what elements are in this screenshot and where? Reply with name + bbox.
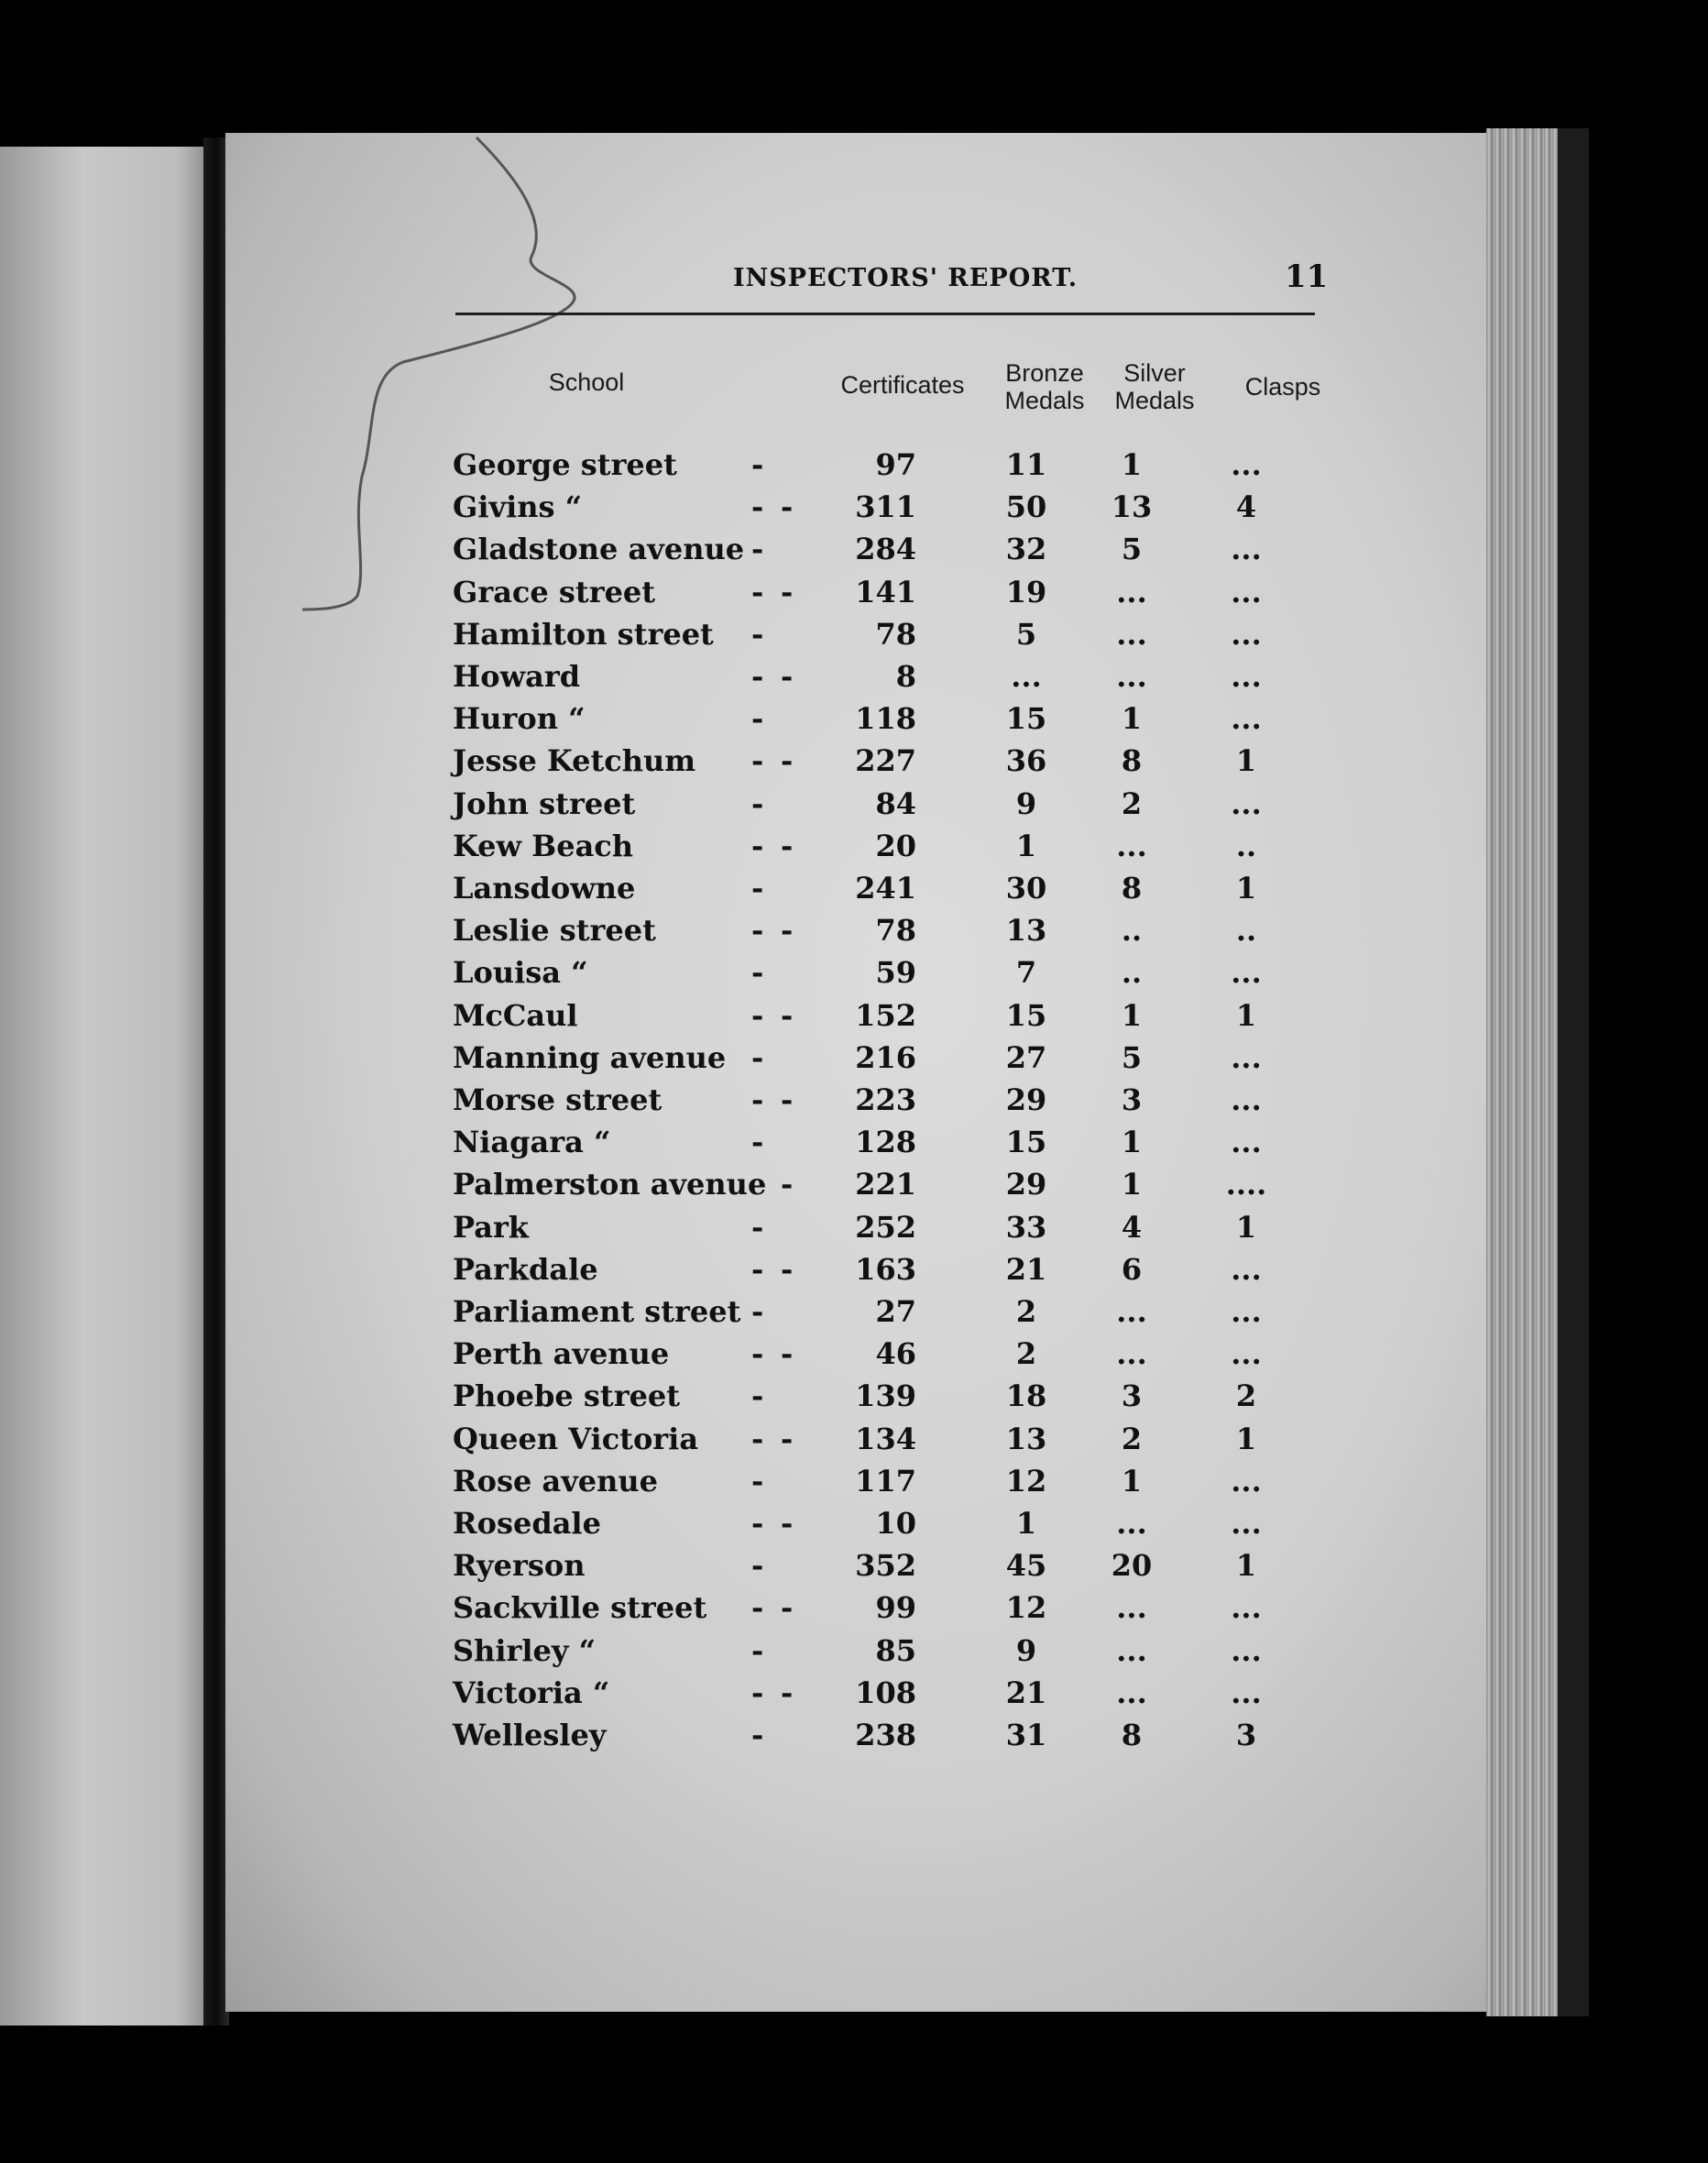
school-name: Park <box>453 1209 529 1245</box>
school-name: John street <box>453 785 636 821</box>
leader-dash: - <box>751 1378 764 1414</box>
table-row <box>449 1675 1329 1718</box>
certificates-count: 284 <box>855 532 916 567</box>
certificates-count: 128 <box>855 1125 916 1160</box>
column-header-school: School <box>548 368 625 396</box>
clasps-count: 1 <box>1235 1548 1257 1584</box>
certificates-count: 59 <box>875 955 916 991</box>
bronze-medals-count: 21 <box>1005 1251 1047 1287</box>
table-row <box>449 1336 1329 1378</box>
table-row <box>449 701 1329 743</box>
leader-dash: - <box>751 955 764 991</box>
silver-medals-count: ... <box>1116 574 1147 609</box>
certificates-count: 139 <box>855 1378 916 1414</box>
school-name: Ryerson <box>453 1548 586 1584</box>
table-row <box>449 743 1329 785</box>
bronze-medals-count: 9 <box>1015 785 1037 821</box>
bronze-medals-count: 5 <box>1015 616 1037 652</box>
leader-dash: - <box>751 1632 764 1668</box>
school-name: Jesse Ketchum <box>453 743 696 779</box>
clasps-count: ... <box>1231 574 1262 609</box>
leader-dash: - <box>751 616 764 652</box>
certificates-count: 352 <box>855 1548 916 1584</box>
certificates-count: 241 <box>855 871 916 906</box>
certificates-count: 78 <box>875 616 916 652</box>
table-row <box>449 1125 1329 1167</box>
clasps-count: ... <box>1231 955 1262 991</box>
bronze-medals-count: 50 <box>1005 489 1047 525</box>
leader-dash: - <box>751 828 764 863</box>
column-header-silver-line1: Silver <box>1123 359 1186 387</box>
school-name: Howard <box>453 659 581 694</box>
silver-medals-count: 4 <box>1121 1209 1143 1245</box>
silver-medals-count: ... <box>1116 1590 1147 1626</box>
leader-dash: - <box>781 913 794 949</box>
leader-dash: - <box>751 871 764 906</box>
clasps-count: ... <box>1231 1506 1262 1541</box>
silver-medals-count: 1 <box>1121 447 1143 482</box>
bronze-medals-count: 1 <box>1015 828 1037 863</box>
silver-medals-count: 8 <box>1121 871 1143 906</box>
school-name: Niagara “ <box>453 1125 611 1160</box>
certificates-count: 27 <box>875 1294 916 1329</box>
header-rule <box>455 313 1315 315</box>
table-row <box>449 1294 1329 1336</box>
bronze-medals-count: 15 <box>1005 997 1047 1033</box>
leader-dash: - <box>751 1082 764 1117</box>
certificates-count: 20 <box>875 828 916 863</box>
bronze-medals-count: 7 <box>1015 955 1037 991</box>
silver-medals-count: 8 <box>1121 743 1143 779</box>
bronze-medals-count: 45 <box>1005 1548 1047 1584</box>
clasps-count: .... <box>1225 1167 1267 1202</box>
clasps-count: 1 <box>1235 1209 1257 1245</box>
silver-medals-count: 2 <box>1121 1421 1143 1456</box>
clasps-count: 4 <box>1235 489 1257 525</box>
bronze-medals-count: 21 <box>1005 1674 1047 1710</box>
bronze-medals-count: 29 <box>1005 1082 1047 1117</box>
leader-dash: - <box>751 489 764 525</box>
school-name: Louisa “ <box>453 955 588 991</box>
certificates-count: 99 <box>875 1590 916 1626</box>
school-name: Wellesley <box>453 1718 607 1752</box>
silver-medals-count: ... <box>1116 1674 1147 1710</box>
certificates-count: 85 <box>875 1632 916 1668</box>
bronze-medals-count: 15 <box>1005 701 1047 737</box>
silver-medals-count: 1 <box>1121 1463 1143 1499</box>
table-row <box>449 1633 1329 1675</box>
bronze-medals-count: 19 <box>1005 574 1047 609</box>
silver-medals-count: ... <box>1116 616 1147 652</box>
silver-medals-count: 3 <box>1121 1082 1143 1117</box>
certificates-count: 10 <box>875 1506 916 1541</box>
bronze-medals-count: ... <box>1011 659 1042 694</box>
bronze-medals-count: 2 <box>1015 1336 1037 1372</box>
bronze-medals-count: 27 <box>1005 1039 1047 1075</box>
table-row <box>449 1590 1329 1632</box>
bronze-medals-count: 31 <box>1005 1718 1047 1752</box>
school-name: Hamilton street <box>453 616 714 652</box>
table-row <box>449 871 1329 913</box>
leader-dash: - <box>751 447 764 482</box>
column-header-silver-medals <box>1100 359 1210 414</box>
school-name: McCaul <box>453 997 578 1033</box>
leader-dash: - <box>751 1548 764 1584</box>
bronze-medals-count: 12 <box>1005 1463 1047 1499</box>
leader-dash: - <box>751 1125 764 1160</box>
bronze-medals-count: 15 <box>1005 1125 1047 1160</box>
school-name: Parliament street <box>453 1294 741 1329</box>
leader-dash: - <box>781 659 794 694</box>
leader-dash: - <box>781 1590 794 1626</box>
clasps-count: .. <box>1235 913 1257 949</box>
leader-dash: - <box>751 913 764 949</box>
table-row <box>449 1506 1329 1548</box>
table-row <box>449 786 1329 829</box>
leader-dash: - <box>781 1421 794 1456</box>
certificates-count: 78 <box>875 913 916 949</box>
school-name: Phoebe street <box>453 1378 681 1414</box>
leader-dash: - <box>751 1294 764 1329</box>
column-header-bronze-line1: Bronze <box>1005 359 1084 387</box>
certificates-count: 227 <box>855 743 916 779</box>
school-name: Rosedale <box>453 1506 601 1541</box>
leader-dash: - <box>751 1336 764 1372</box>
bronze-medals-count: 12 <box>1005 1590 1047 1626</box>
school-name: Perth avenue <box>453 1336 670 1372</box>
school-name: Manning avenue <box>453 1039 727 1075</box>
clasps-count: ... <box>1231 1294 1262 1329</box>
clasps-count: 1 <box>1235 871 1257 906</box>
leader-dash: - <box>781 489 794 525</box>
leader-dash: - <box>781 574 794 609</box>
school-name: Grace street <box>453 574 656 609</box>
clasps-count: ... <box>1231 1082 1262 1117</box>
silver-medals-count: ... <box>1116 1294 1147 1329</box>
school-name: George street <box>453 447 677 482</box>
leader-dash: - <box>781 1336 794 1372</box>
table-row <box>449 913 1329 955</box>
table-row <box>449 617 1329 659</box>
leader-dash: - <box>781 1251 794 1287</box>
leader-dash: - <box>781 828 794 863</box>
certificates-count: 134 <box>855 1421 916 1456</box>
table-row <box>449 1464 1329 1506</box>
bronze-medals-count: 36 <box>1005 743 1047 779</box>
bronze-medals-count: 13 <box>1005 1421 1047 1456</box>
table-row <box>449 1718 1329 1760</box>
table-row <box>449 1040 1329 1082</box>
clasps-count: ... <box>1231 1463 1262 1499</box>
clasps-count: ... <box>1231 1251 1262 1287</box>
silver-medals-count: 1 <box>1121 1167 1143 1202</box>
silver-medals-count: 6 <box>1121 1251 1143 1287</box>
bronze-medals-count: 29 <box>1005 1167 1047 1202</box>
clasps-count: 1 <box>1235 997 1257 1033</box>
leader-dash: - <box>751 1463 764 1499</box>
leader-dash: - <box>781 997 794 1033</box>
running-head: INSPECTORS' REPORT. <box>733 264 1078 292</box>
leader-dash: - <box>781 1082 794 1117</box>
clasps-count: 2 <box>1235 1378 1257 1414</box>
bronze-medals-count: 9 <box>1015 1632 1037 1668</box>
table-row <box>449 955 1329 997</box>
school-name: Victoria “ <box>453 1674 610 1710</box>
silver-medals-count: 3 <box>1121 1378 1143 1414</box>
table-row <box>449 829 1329 871</box>
leader-dash: - <box>751 574 764 609</box>
certificates-count: 311 <box>855 489 916 525</box>
leader-dash: - <box>751 1718 764 1752</box>
clasps-count: ... <box>1231 1674 1262 1710</box>
clasps-count: ... <box>1231 532 1262 567</box>
certificates-count: 216 <box>855 1039 916 1075</box>
bronze-medals-count: 33 <box>1005 1209 1047 1245</box>
leader-dash: - <box>781 1167 794 1202</box>
silver-medals-count: 5 <box>1121 532 1143 567</box>
silver-medals-count: .. <box>1121 913 1143 949</box>
school-name: Palmerston avenue <box>453 1167 767 1202</box>
certificates-count: 141 <box>855 574 916 609</box>
leader-dash: - <box>751 1506 764 1541</box>
clasps-count: ... <box>1231 1336 1262 1372</box>
certificates-count: 108 <box>855 1674 916 1710</box>
clasps-count: ... <box>1231 659 1262 694</box>
clasps-count: ... <box>1231 1590 1262 1626</box>
silver-medals-count: ... <box>1116 828 1147 863</box>
certificates-count: 252 <box>855 1209 916 1245</box>
column-header-bronze-line2: Medals <box>1004 387 1085 414</box>
table-row <box>449 1252 1329 1294</box>
clasps-count: ... <box>1231 1632 1262 1668</box>
clasps-count: 1 <box>1235 743 1257 779</box>
leader-dash: - <box>781 1674 794 1710</box>
clasps-count: ... <box>1231 1125 1262 1160</box>
silver-medals-count: 20 <box>1111 1548 1153 1584</box>
school-name: Shirley “ <box>453 1632 597 1668</box>
clasps-count: 3 <box>1235 1718 1257 1752</box>
silver-medals-count: 2 <box>1121 785 1143 821</box>
leader-dash: - <box>751 659 764 694</box>
table-row <box>449 1548 1329 1590</box>
table-row <box>449 1167 1329 1209</box>
school-name: Morse street <box>453 1082 662 1117</box>
leader-dash: - <box>751 1251 764 1287</box>
silver-medals-count: ... <box>1116 659 1147 694</box>
table-row <box>449 1422 1329 1464</box>
bronze-medals-count: 2 <box>1015 1294 1037 1329</box>
clasps-count: ... <box>1231 701 1262 737</box>
certificates-count: 223 <box>855 1082 916 1117</box>
table-row <box>449 998 1329 1040</box>
school-name: Sackville street <box>453 1590 707 1626</box>
leader-dash: - <box>751 743 764 779</box>
page-number: 11 <box>1285 258 1329 295</box>
leader-dash: - <box>751 1674 764 1710</box>
clasps-count: 1 <box>1235 1421 1257 1456</box>
silver-medals-count: ... <box>1116 1336 1147 1372</box>
silver-medals-count: 1 <box>1121 1125 1143 1160</box>
clasps-count: ... <box>1231 785 1262 821</box>
table-row <box>449 659 1329 701</box>
certificates-count: 163 <box>855 1251 916 1287</box>
school-name: Rose avenue <box>453 1463 659 1499</box>
column-header-silver-line2: Medals <box>1114 387 1195 414</box>
school-name: Gladstone avenue <box>453 532 745 567</box>
silver-medals-count: ... <box>1116 1506 1147 1541</box>
column-header-bronze-medals <box>994 359 1095 414</box>
silver-medals-count: ... <box>1116 1632 1147 1668</box>
bronze-medals-count: 32 <box>1005 532 1047 567</box>
table-row <box>449 447 1329 489</box>
school-name: Queen Victoria <box>453 1421 699 1456</box>
table-row <box>449 532 1329 574</box>
certificates-count: 221 <box>855 1167 916 1202</box>
school-name: Givins “ <box>453 489 583 525</box>
certificates-count: 84 <box>875 785 916 821</box>
school-name: Lansdowne <box>453 871 636 906</box>
bronze-medals-count: 13 <box>1005 913 1047 949</box>
school-name: Leslie street <box>453 913 656 949</box>
bronze-medals-count: 18 <box>1005 1378 1047 1414</box>
certificates-count: 118 <box>855 701 916 737</box>
column-header-clasps: Clasps <box>1244 373 1321 401</box>
clasps-count: .. <box>1235 828 1257 863</box>
certificates-count: 117 <box>855 1463 916 1499</box>
table-row <box>449 489 1329 532</box>
column-header-certificates: Certificates <box>840 371 965 399</box>
leader-dash: - <box>781 743 794 779</box>
clasps-count: ... <box>1231 1039 1262 1075</box>
leader-dash: - <box>751 1590 764 1626</box>
bronze-medals-count: 1 <box>1015 1506 1037 1541</box>
clasps-count: ... <box>1231 616 1262 652</box>
table-row <box>449 1378 1329 1421</box>
bronze-medals-count: 11 <box>1005 447 1047 482</box>
bronze-medals-count: 30 <box>1005 871 1047 906</box>
silver-medals-count: 5 <box>1121 1039 1143 1075</box>
table-row <box>449 575 1329 617</box>
leader-dash: - <box>781 1506 794 1541</box>
leader-dash: - <box>751 1039 764 1075</box>
silver-medals-count: 1 <box>1121 701 1143 737</box>
certificates-count: 97 <box>875 447 916 482</box>
silver-medals-count: 1 <box>1121 997 1143 1033</box>
table-row <box>449 1210 1329 1252</box>
certificates-count: 8 <box>895 659 916 694</box>
leader-dash: - <box>751 701 764 737</box>
school-name: Kew Beach <box>453 828 634 863</box>
leader-dash: - <box>751 1421 764 1456</box>
school-name: Huron “ <box>453 701 586 737</box>
silver-medals-count: 8 <box>1121 1718 1143 1752</box>
table-row <box>449 1082 1329 1125</box>
school-name: Parkdale <box>453 1251 598 1287</box>
certificates-count: 46 <box>875 1336 916 1372</box>
certificates-count: 238 <box>855 1718 916 1752</box>
certificates-count: 152 <box>855 997 916 1033</box>
silver-medals-count: .. <box>1121 955 1143 991</box>
silver-medals-count: 13 <box>1111 489 1153 525</box>
leader-dash: - <box>751 785 764 821</box>
clasps-count: ... <box>1231 447 1262 482</box>
leader-dash: - <box>751 1209 764 1245</box>
leader-dash: - <box>751 532 764 567</box>
leader-dash: - <box>751 997 764 1033</box>
